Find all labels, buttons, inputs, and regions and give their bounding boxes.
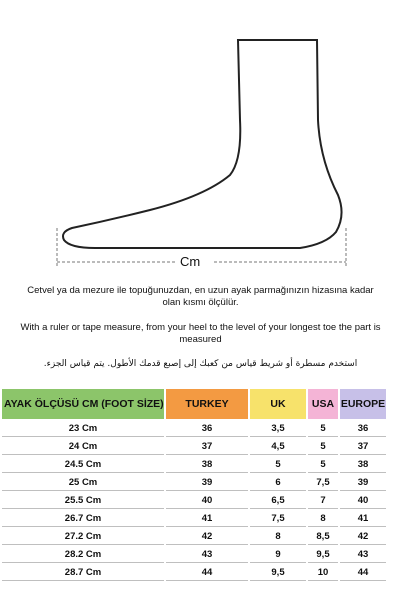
cell-usa: 5 [308,456,338,473]
cell-foot: 27.2 Cm [2,528,164,545]
cell-foot: 28.2 Cm [2,546,164,563]
cell-turkey: 41 [166,510,248,527]
table-row [2,438,386,455]
header-usa: USA [308,389,338,419]
header-foot-size: AYAK ÖLÇÜSÜ CM (FOOT SİZE) [2,389,164,419]
table-row [2,546,386,563]
table-header-row [2,389,386,419]
cell-uk: 5 [250,456,306,473]
instruction-english: With a ruler or tape measure, from your heel to the level of your longest toe the part is measured [20,322,381,345]
cell-europe: 37 [340,438,386,455]
cell-europe: 38 [340,456,386,473]
cell-usa: 8,5 [308,528,338,545]
cell-foot: 24 Cm [2,438,164,455]
cell-europe: 36 [340,420,386,437]
table-row [2,420,386,437]
cell-europe: 44 [340,564,386,581]
measure-label: Cm [180,254,201,269]
cell-uk: 9,5 [250,564,306,581]
table-row [2,528,386,545]
cell-usa: 5 [308,420,338,437]
cell-usa: 7,5 [308,474,338,491]
cell-uk: 4,5 [250,438,306,455]
cell-foot: 28.7 Cm [2,564,164,581]
header-uk: UK [250,389,306,419]
table-row [2,456,386,473]
cell-europe: 43 [340,546,386,563]
cell-uk: 7,5 [250,510,306,527]
cell-usa: 10 [308,564,338,581]
cell-europe: 42 [340,528,386,545]
cell-foot: 26.7 Cm [2,510,164,527]
cell-foot: 23 Cm [2,420,164,437]
cell-europe: 41 [340,510,386,527]
cell-turkey: 42 [166,528,248,545]
cell-usa: 8 [308,510,338,527]
cell-turkey: 38 [166,456,248,473]
table-row [2,492,386,509]
cell-uk: 3,5 [250,420,306,437]
cell-turkey: 37 [166,438,248,455]
cell-turkey: 44 [166,564,248,581]
cell-uk: 6,5 [250,492,306,509]
cell-usa: 9,5 [308,546,338,563]
instruction-arabic: استخدم مسطرة أو شريط قياس من كعبك إلى إصبع قدمك الأطول. يتم قياس الجزء. [43,359,358,369]
header-europe: EUROPE [340,389,386,419]
cell-foot: 25 Cm [2,474,164,491]
cell-europe: 39 [340,474,386,491]
foot-outline-icon [0,0,401,290]
table-row [2,510,386,527]
cell-uk: 6 [250,474,306,491]
cell-turkey: 40 [166,492,248,509]
foot-measurement-diagram [0,0,401,290]
cell-turkey: 43 [166,546,248,563]
cell-uk: 8 [250,528,306,545]
cell-europe: 40 [340,492,386,509]
cell-usa: 7 [308,492,338,509]
cell-usa: 5 [308,438,338,455]
cell-turkey: 39 [166,474,248,491]
cell-foot: 24.5 Cm [2,456,164,473]
header-turkey: TURKEY [166,389,248,419]
size-chart-table [0,388,388,582]
table-row [2,564,386,581]
cell-foot: 25.5 Cm [2,492,164,509]
table-row [2,474,386,491]
instruction-turkish: Cetvel ya da mezure ile topuğunuzdan, en uzun ayak parmağınızın hizasına kadar olan kısmı ölçülür. [27,285,374,308]
cell-turkey: 36 [166,420,248,437]
cell-uk: 9 [250,546,306,563]
